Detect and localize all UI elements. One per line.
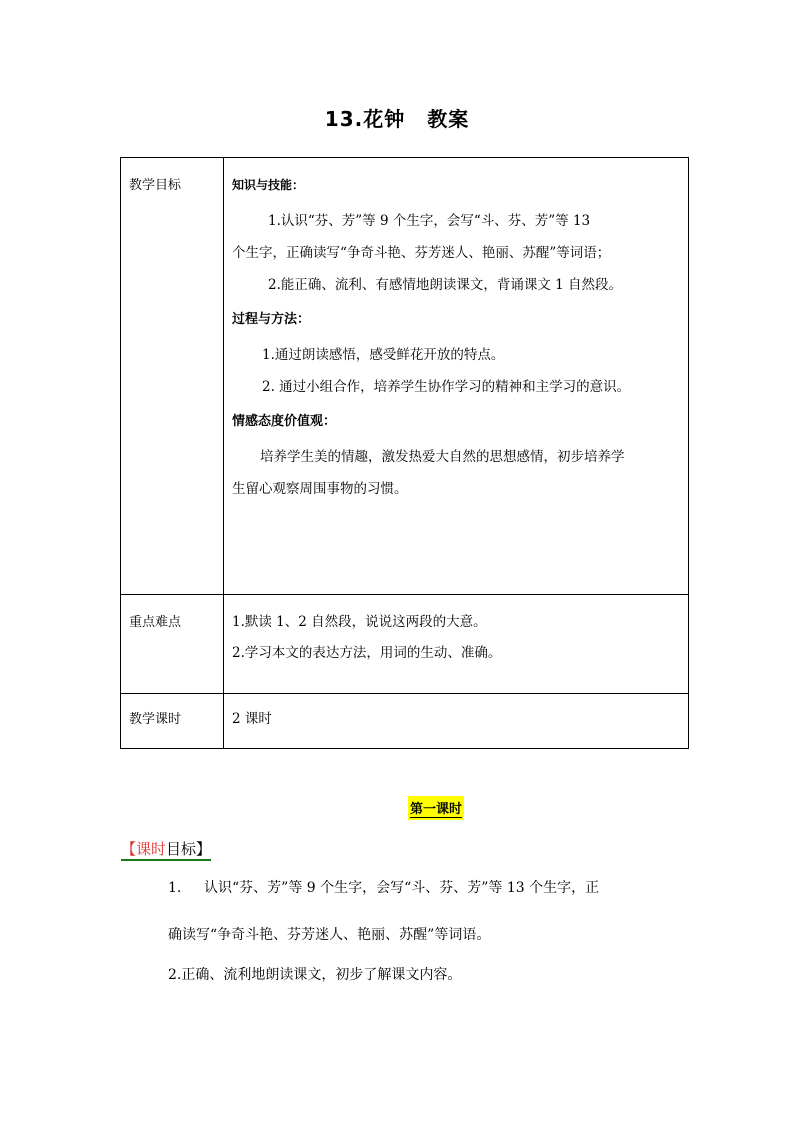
knowledge-line-1: 1.认识“芬、芳”等 9 个生字，会写“斗、芬、芳”等 13 [268, 213, 591, 229]
objectives-bracket: 【 [121, 840, 137, 858]
title-lesson-name: 13.花钟 [324, 107, 406, 131]
knowledge-heading: 知识与技能： [232, 178, 305, 192]
hours-value: 2 课时 [232, 711, 272, 727]
goals-content [224, 158, 689, 595]
table-row-hours [121, 694, 689, 749]
hours-label: 教学课时 [121, 694, 224, 749]
page-title [0, 103, 794, 132]
key-point-1: 1.默读 1、2 自然段，说说这两段的大意。 [232, 614, 487, 630]
emotion-line-1: 培养学生美的情趣，激发热爱大自然的思想感情，初步培养学 [260, 449, 625, 465]
key-points-label: 重点难点 [121, 595, 224, 694]
lesson-plan-table [120, 157, 689, 749]
key-point-2: 2.学习本文的表达方法，用词的生动、准确。 [232, 645, 502, 661]
process-line-1: 1.通过朗读感悟，感受鲜花开放的特点。 [262, 347, 505, 363]
objective-1-text: 认识“芬、芳”等 9 个生字，会写“斗、芬、芳”等 13 个生字，正 [204, 880, 600, 896]
lesson-objectives-heading [121, 839, 211, 861]
emotion-heading: 情感态度价值观： [232, 414, 337, 429]
table-row-key-points [121, 595, 689, 694]
lesson-1-title [408, 796, 464, 820]
objective-1-line-2: 确读写“争奇斗艳、芬芳迷人、艳丽、苏醒”等词语。 [168, 927, 491, 943]
knowledge-line-2: 个生字，正确读写“争奇斗艳、芬芳迷人、艳丽、苏醒”等词语； [232, 245, 611, 261]
title-suffix: 教案 [427, 107, 470, 131]
objective-2: 2.正确、流利地朗读课文，初步了解课文内容。 [168, 967, 462, 983]
process-line-2: 2. 通过小组合作，培养学生协作学习的精神和主学习的意识。 [262, 379, 631, 395]
goals-label: 教学目标 [121, 158, 224, 595]
objective-1-line-1 [168, 878, 688, 898]
key-points-content [224, 595, 689, 694]
lesson-1-title-text: 第一课时 [410, 802, 463, 817]
objective-1-number: 1. [168, 880, 182, 896]
table-row-goals [121, 158, 689, 595]
objectives-red-text: 课时 [136, 840, 167, 858]
emotion-line-2: 生留心观察周围事物的习惯。 [232, 481, 408, 497]
knowledge-line-3: 2.能正确、流利、有感情地朗读课文，背诵课文 1 自然段。 [268, 277, 623, 293]
hours-content [224, 694, 689, 749]
process-heading: 过程与方法： [232, 312, 311, 327]
objectives-black-text: 目标】 [166, 840, 212, 858]
